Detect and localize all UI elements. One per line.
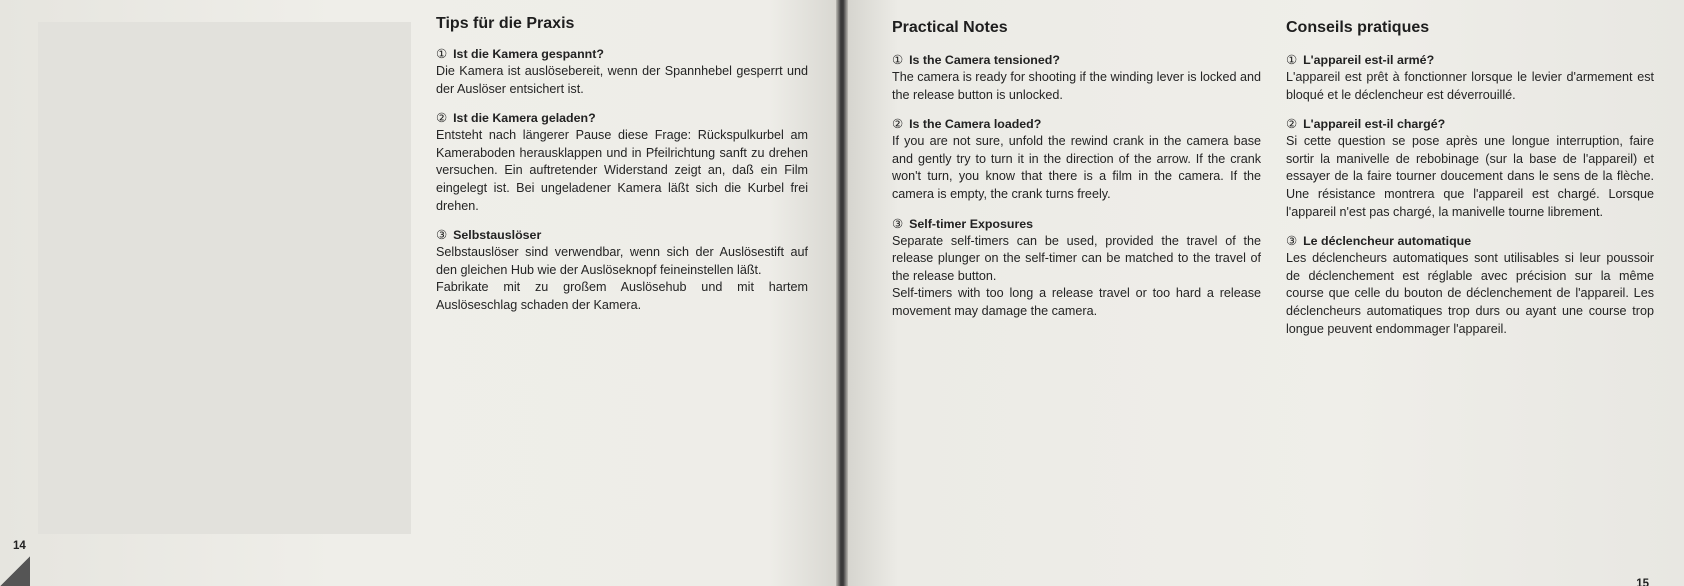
german-section-3 [436,227,808,314]
section-title: ③ Selbstauslöser [436,228,542,243]
section-body: Entsteht nach längerer Pause diese Frage: Rückspulkurbel am Kameraboden herausklappen und in Pfeilrichtung sanft zu drehen versuchen. Ein auftretender Widerstand zeigt an, daß ein Film eingelegt ist. Bei ungeladener Kamera läßt sich die Kurbel frei drehen. [436,128,808,213]
section-body: Self-timers with too long a release travel or too hard a release movement may damage the camera. [892,286,1261,318]
french-section-2 [1286,116,1654,221]
section-body: Fabrikate mit zu großem Auslösehub und mit hartem Auslöseschlag schaden der Kamera. [436,280,808,312]
section-title: ① L'appareil est-il armé? [1286,53,1435,67]
show-through-photo [38,22,411,534]
section-title: ③ Self-timer Exposures [892,216,1034,231]
page-number: 14 [13,540,26,552]
section-title: ② L'appareil est-il chargé? [1286,117,1446,132]
section-body: Separate self-timers can be used, provided the travel of the release plunger on the self-timer can be matched to the travel of the release button. [892,233,1261,283]
english-section-2 [892,116,1261,203]
section-body: L'appareil est prêt à fonctionner lorsque le levier d'armement est bloqué et le déclencheur est déverrouillé. [1286,70,1654,102]
section-body: The camera is ready for shooting if the winding lever is locked and the release button is unlocked. [892,70,1261,102]
section-title: ① Is the Camera tensioned? [892,53,1060,67]
german-section-2 [436,110,808,215]
right-page [848,0,1684,586]
french-section-3 [1286,233,1654,338]
page-number: 15 [1636,578,1649,586]
english-section-1 [892,52,1261,104]
german-section-1 [436,46,808,98]
section-body: If you are not sure, unfold the rewind crank in the camera base and gently try to turn it in the direction of the arrow. If the crank won't turn, you know that there is a film in the camera. If the camera is empty, the crank turns freely. [892,134,1261,201]
english-column [892,18,1261,333]
left-page [0,0,836,586]
section-body: Si cette question se pose après une longue interruption, faire sortir la manivelle de rebobinage (sur la base de l'appareil) et essayer de la faire tourner doucement dans le sens de la flèche. Une résistance montrera que l'appareil est chargé. Lorsque l'appareil n'est pas chargé, la manivelle tourne librement. [1286,134,1654,219]
section-body: Les déclencheurs automatiques sont utilisables si leur poussoir de déclenchement est réglable avec précision sur la même course que celle du bouton de déclenchement de l'appareil. Les déclencheurs automatiques trop durs ou ayant une course trop longue peuvent endommager l'appareil. [1286,251,1654,336]
section-body: Die Kamera ist auslösebereit, wenn der Spannhebel gesperrt und der Auslöser entsichert ist. [436,64,808,96]
section-title: ② Ist die Kamera geladen? [436,111,596,126]
english-heading: Practical Notes [892,19,1008,36]
section-title: ② Is the Camera loaded? [892,117,1042,132]
book-gutter [836,0,848,586]
section-body: Selbstauslöser sind verwendbar, wenn sich der Auslösestift auf den gleichen Hub wie der Auslöseknopf feineinstellen läßt. [436,245,808,277]
french-section-1 [1286,52,1654,104]
english-section-3 [892,216,1261,321]
section-title: ③ Le déclencheur automatique [1286,234,1472,249]
french-column [1286,18,1654,350]
page-corner [0,556,30,586]
french-heading: Conseils pratiques [1286,19,1430,36]
german-heading: Tips für die Praxis [436,15,575,32]
section-title: ① Ist die Kamera gespannt? [436,47,604,61]
german-column [436,14,808,327]
